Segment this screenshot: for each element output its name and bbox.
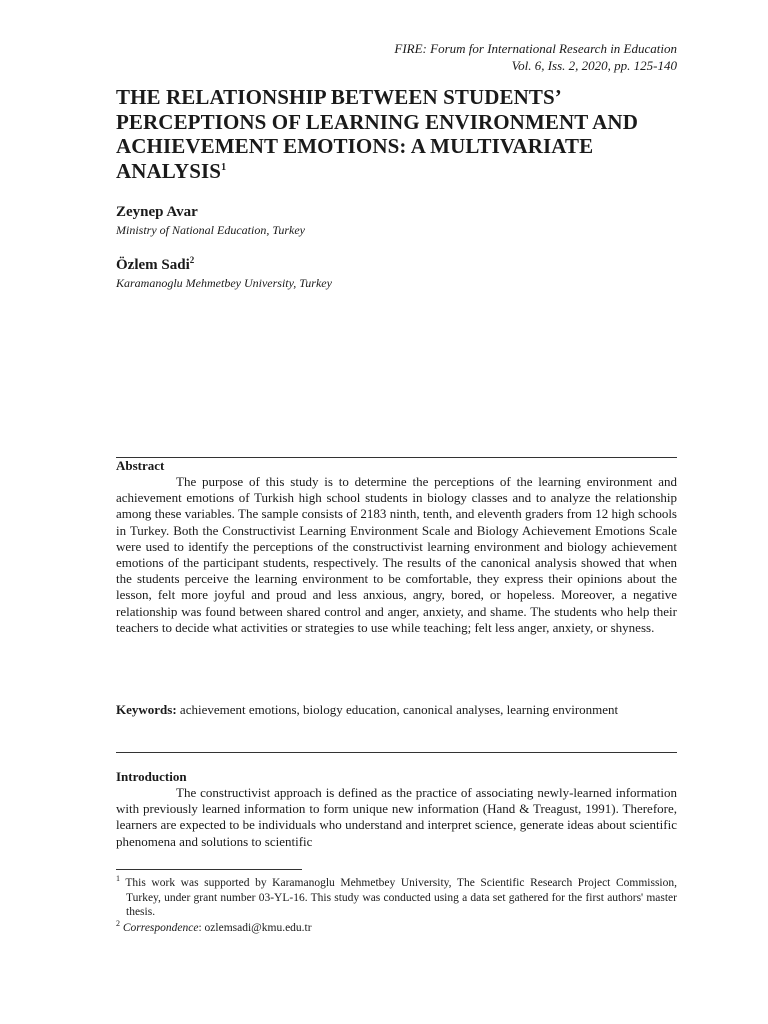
abstract-bottom-rule xyxy=(116,752,677,753)
paper-title-text: THE RELATIONSHIP BETWEEN STUDENTS’ PERCEPTIONS OF LEARNING ENVIRONMENT AND ACHIEVEMENT EMOTIONS: A MULTIVARIATE ANALYSIS xyxy=(116,85,638,183)
journal-name: FIRE: Forum for International Research in Education xyxy=(394,41,677,56)
author-1-name: Zeynep Avar xyxy=(116,204,198,220)
abstract-top-rule xyxy=(116,457,677,458)
footnote-2 xyxy=(116,921,677,936)
footnote-1 xyxy=(116,876,677,920)
journal-header xyxy=(394,40,677,74)
author-1-affiliation: Ministry of National Education, Turkey xyxy=(116,223,305,237)
journal-volume: Vol. 6, Iss. 2, 2020, pp. 125-140 xyxy=(511,58,677,73)
paper-title xyxy=(116,85,677,183)
paper-page xyxy=(116,0,677,1024)
abstract-heading: Abstract xyxy=(116,458,165,473)
footnote-2-prefix: Correspondence xyxy=(122,922,199,934)
abstract-body: The purpose of this study is to determine the perceptions of the learning environment and achievement emotions of Turkish high school students in biology classes and to analyze the relationship among these variables. The sample consists of 2183 ninth, tenth, and eleventh graders from 12 high schools in Turkey. Both the Constructivist Learning Environment Scale and Biology Achievement Emotions Scale were used to identify the perceptions of the constructivist learning environment and biology achievement emotions of the participant students, respectively. The results of the canonical analysis showed that when the students perceive the learning environment to be comfortable, they express their opinions about the lesson, felt more joyful and proud and less anxious, angry, bored, or hopeless. Moreover, a negative relationship was found between shared control and anger, anxiety, and shame. The students who help their teachers to decide what activities or strategies to use while teaching; felt less anger, anxiety, or shyness. xyxy=(116,474,677,635)
author-2-name: Özlem Sadi$^2$ xyxy=(116,255,195,273)
footnote-2-email[interactable]: : ozlemsadi@kmu.edu.tr xyxy=(198,922,312,934)
author-2-affiliation: Karamanoglu Mehmetbey University, Turkey xyxy=(116,276,332,290)
keywords xyxy=(116,702,677,718)
footnote-1-mark: 1 xyxy=(116,874,120,884)
introduction-body: The constructivist approach is defined as the practice of associating newly-learned information with previously learned information to form unique new information (Hand & Treagust, 1991). Therefore, learners are expected to be individuals who understand and interpret science, generate ideas about scientific phenomena and solutions to scientific xyxy=(116,785,677,849)
introduction-heading: Introduction xyxy=(116,769,187,784)
footnote-2-mark: 2 xyxy=(116,919,120,929)
author-2-footnote-mark: 2 xyxy=(189,255,195,265)
keywords-text: achievement emotions, biology education, canonical analyses, learning environment xyxy=(179,702,619,717)
keywords-label: Keywords: xyxy=(116,702,177,717)
title-footnote-mark: 1 xyxy=(221,161,227,173)
footnote-1-text: This work was supported by Karamanoglu Mehmetbey University, The Scientific Research Project Commission, Turkey, under grant number 03-YL-16. This study was conducted using a data set gathered for the first authors' master thesis. xyxy=(125,877,677,918)
footnote-rule xyxy=(116,869,302,870)
